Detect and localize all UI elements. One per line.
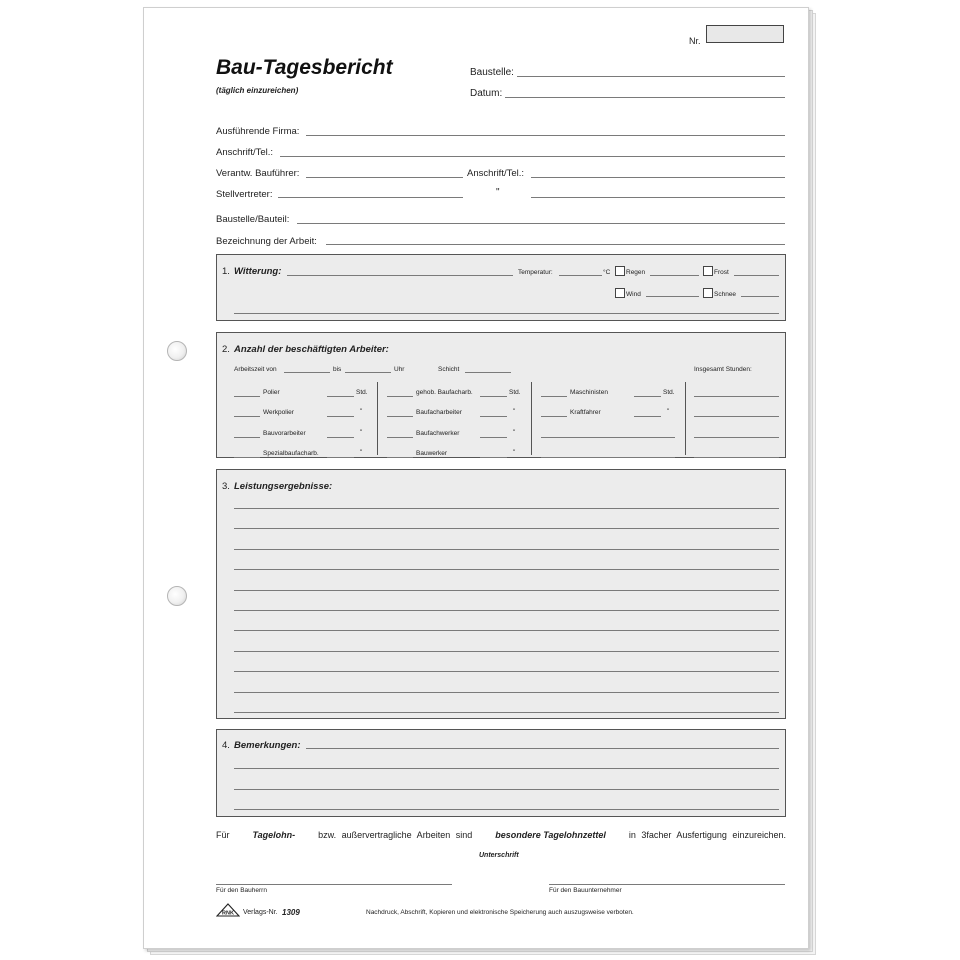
copyright-notice: Nachdruck, Abschrift, Kopieren und elektronische Speicherung auch auszugsweise verboten.: [366, 909, 634, 916]
std-label: Std.: [356, 389, 368, 396]
firma-label: Ausführende Firma:: [216, 126, 300, 137]
worker-count-field[interactable]: [387, 416, 413, 417]
worker-count-field[interactable]: [541, 416, 567, 417]
bauteil-label: Baustelle/Bauteil:: [216, 214, 290, 225]
signature-label: Unterschrift: [479, 852, 519, 859]
datum-field[interactable]: [505, 97, 785, 98]
column-divider: [377, 382, 378, 455]
remarks-section: [216, 729, 786, 817]
bauunternehmer-label: Für den Bauunternehmer: [549, 887, 622, 894]
std-label: Std.: [509, 389, 521, 396]
ditto-mark: ": [667, 408, 670, 415]
note-part: besondere Tagelohnzettel: [495, 830, 606, 840]
arbeitszeit-bis-field[interactable]: [345, 372, 391, 373]
results-line[interactable]: [234, 528, 779, 529]
bauunternehmer-signature-line[interactable]: [549, 884, 785, 885]
ditto-mark: ": [496, 187, 500, 198]
remarks-line[interactable]: [234, 768, 779, 769]
results-line[interactable]: [234, 630, 779, 631]
frost-label: Frost: [714, 269, 729, 276]
frost-checkbox[interactable]: [703, 266, 713, 276]
bis-label: bis: [333, 366, 342, 373]
wind-field[interactable]: [646, 296, 699, 297]
temperatur-label: Temperatur:: [518, 269, 553, 276]
worker-count-field[interactable]: [387, 437, 413, 438]
worker-category-label: gehob. Baufacharb.: [416, 389, 473, 396]
datum-label: Datum:: [470, 88, 503, 99]
worker-extra-field[interactable]: [541, 457, 675, 458]
celsius-unit: °C: [603, 269, 611, 276]
firma-field[interactable]: [306, 135, 785, 136]
schicht-label: Schicht: [438, 366, 460, 373]
anschrift-field[interactable]: [280, 156, 785, 157]
stellvertreter-label: Stellvertreter:: [216, 189, 273, 200]
anschrift2-label: Anschrift/Tel.:: [467, 168, 525, 179]
worker-category-label: Baufacharbeiter: [416, 409, 462, 416]
worker-hours-field[interactable]: [480, 396, 507, 397]
results-line[interactable]: [234, 651, 779, 652]
document-subtitle: (täglich einzureichen): [216, 86, 299, 95]
total-hours-field[interactable]: [694, 416, 779, 417]
ditto-mark: ": [513, 408, 516, 415]
arbeit-label: Bezeichnung der Arbeit:: [216, 236, 317, 247]
ditto-mark: ": [513, 429, 516, 436]
schnee-checkbox[interactable]: [703, 288, 713, 298]
bauherr-label: Für den Bauherrn: [216, 887, 267, 894]
results-section: [216, 469, 786, 719]
publisher-logo-icon: [216, 903, 240, 917]
workers-num: 2.: [222, 344, 230, 355]
remarks-line[interactable]: [306, 748, 779, 749]
results-line[interactable]: [234, 549, 779, 550]
worker-hours-field[interactable]: [327, 437, 354, 438]
remarks-num: 4.: [222, 740, 230, 751]
schicht-field[interactable]: [465, 372, 511, 373]
baustelle-field[interactable]: [517, 76, 785, 77]
worker-hours-field[interactable]: [480, 437, 507, 438]
worker-hours-field[interactable]: [327, 457, 354, 458]
wind-checkbox[interactable]: [615, 288, 625, 298]
weather-notes-line[interactable]: [234, 313, 779, 314]
temperatur-field[interactable]: [559, 275, 602, 276]
worker-count-field[interactable]: [234, 457, 260, 458]
worker-extra-field[interactable]: [541, 437, 675, 438]
logo-text: RNK: [222, 910, 234, 917]
wind-label: Wind: [626, 291, 641, 298]
schnee-field[interactable]: [741, 296, 779, 297]
bauleiter-label: Verantw. Bauführer:: [216, 168, 300, 179]
note-part: Für: [216, 830, 230, 840]
workers-title: Anzahl der beschäftigten Arbeiter:: [234, 344, 389, 355]
worker-category-label: Maschinisten: [570, 389, 608, 396]
worker-count-field[interactable]: [234, 396, 260, 397]
worker-hours-field[interactable]: [480, 416, 507, 417]
anschrift2-field[interactable]: [531, 177, 785, 178]
weather-title: Witterung:: [234, 266, 282, 277]
weather-section: [216, 254, 786, 321]
bauherr-signature-line[interactable]: [216, 884, 452, 885]
bauteil-field[interactable]: [297, 223, 785, 224]
weather-num: 1.: [222, 266, 230, 277]
ditto-mark: ": [360, 449, 363, 456]
remarks-line[interactable]: [234, 789, 779, 790]
worker-count-field[interactable]: [387, 457, 413, 458]
results-line[interactable]: [234, 692, 779, 693]
worker-category-label: Baufachwerker: [416, 430, 460, 437]
verlag-label: Verlags-Nr.: [243, 909, 278, 916]
punch-hole: [167, 586, 187, 606]
results-line[interactable]: [234, 508, 779, 509]
worker-hours-field[interactable]: [634, 396, 661, 397]
remarks-line[interactable]: [234, 809, 779, 810]
frost-field[interactable]: [734, 275, 779, 276]
arbeitszeit-label: Arbeitszeit von: [234, 366, 277, 373]
insgesamt-label: Insgesamt Stunden:: [694, 366, 752, 373]
stellvertreter-anschrift-field[interactable]: [531, 197, 785, 198]
results-line[interactable]: [234, 712, 779, 713]
verlag-number: 1309: [282, 908, 300, 917]
anschrift-label: Anschrift/Tel.:: [216, 147, 274, 158]
column-divider: [685, 382, 686, 455]
results-title: Leistungsergebnisse:: [234, 481, 333, 492]
worker-count-field[interactable]: [234, 437, 260, 438]
worker-count-field[interactable]: [387, 396, 413, 397]
worker-hours-field[interactable]: [480, 457, 507, 458]
document-title: Bau-Tagesbericht: [216, 56, 393, 79]
worker-hours-field[interactable]: [634, 416, 661, 417]
worker-count-field[interactable]: [541, 396, 567, 397]
stellvertreter-field[interactable]: [278, 197, 463, 198]
punch-hole: [167, 341, 187, 361]
std-label: Std.: [663, 389, 675, 396]
results-line[interactable]: [234, 590, 779, 591]
bauleiter-field[interactable]: [306, 177, 463, 178]
tagelohn-note: [216, 830, 786, 840]
column-divider: [531, 382, 532, 455]
worker-category-label: Bauvorarbeiter: [263, 430, 306, 437]
worker-category-label: Kraftfahrer: [570, 409, 601, 416]
results-num: 3.: [222, 481, 230, 492]
nr-field[interactable]: [706, 25, 784, 43]
arbeitszeit-von-field[interactable]: [284, 372, 330, 373]
weather-description-field[interactable]: [287, 275, 513, 276]
schnee-label: Schnee: [714, 291, 737, 298]
note-part: Tagelohn-: [252, 830, 296, 840]
regen-field[interactable]: [650, 275, 699, 276]
total-hours-field[interactable]: [694, 457, 779, 458]
results-line[interactable]: [234, 671, 779, 672]
baustelle-label: Baustelle:: [470, 67, 514, 78]
total-hours-field[interactable]: [694, 437, 779, 438]
note-part: in 3facher Ausfertigung einzureichen.: [628, 830, 786, 840]
worker-hours-field[interactable]: [327, 396, 354, 397]
arbeit-field[interactable]: [326, 244, 785, 245]
worker-category-label: Werkpolier: [263, 409, 294, 416]
worker-category-label: Polier: [263, 389, 280, 396]
results-line[interactable]: [234, 569, 779, 570]
results-line[interactable]: [234, 610, 779, 611]
worker-hours-field[interactable]: [327, 416, 354, 417]
worker-category-label: Bauwerker: [416, 450, 448, 457]
ditto-mark: ": [360, 429, 363, 436]
total-hours-field[interactable]: [694, 396, 779, 397]
regen-checkbox[interactable]: [615, 266, 625, 276]
ditto-mark: ": [513, 449, 516, 456]
uhr-label: Uhr: [394, 366, 405, 373]
regen-label: Regen: [626, 269, 646, 276]
nr-label: Nr.: [689, 36, 701, 46]
remarks-title: Bemerkungen:: [234, 740, 301, 751]
ditto-mark: ": [360, 408, 363, 415]
worker-count-field[interactable]: [234, 416, 260, 417]
note-part: bzw. außervertragliche Arbeiten sind: [318, 830, 473, 840]
worker-category-label: Spezialbaufacharb.: [263, 450, 319, 457]
